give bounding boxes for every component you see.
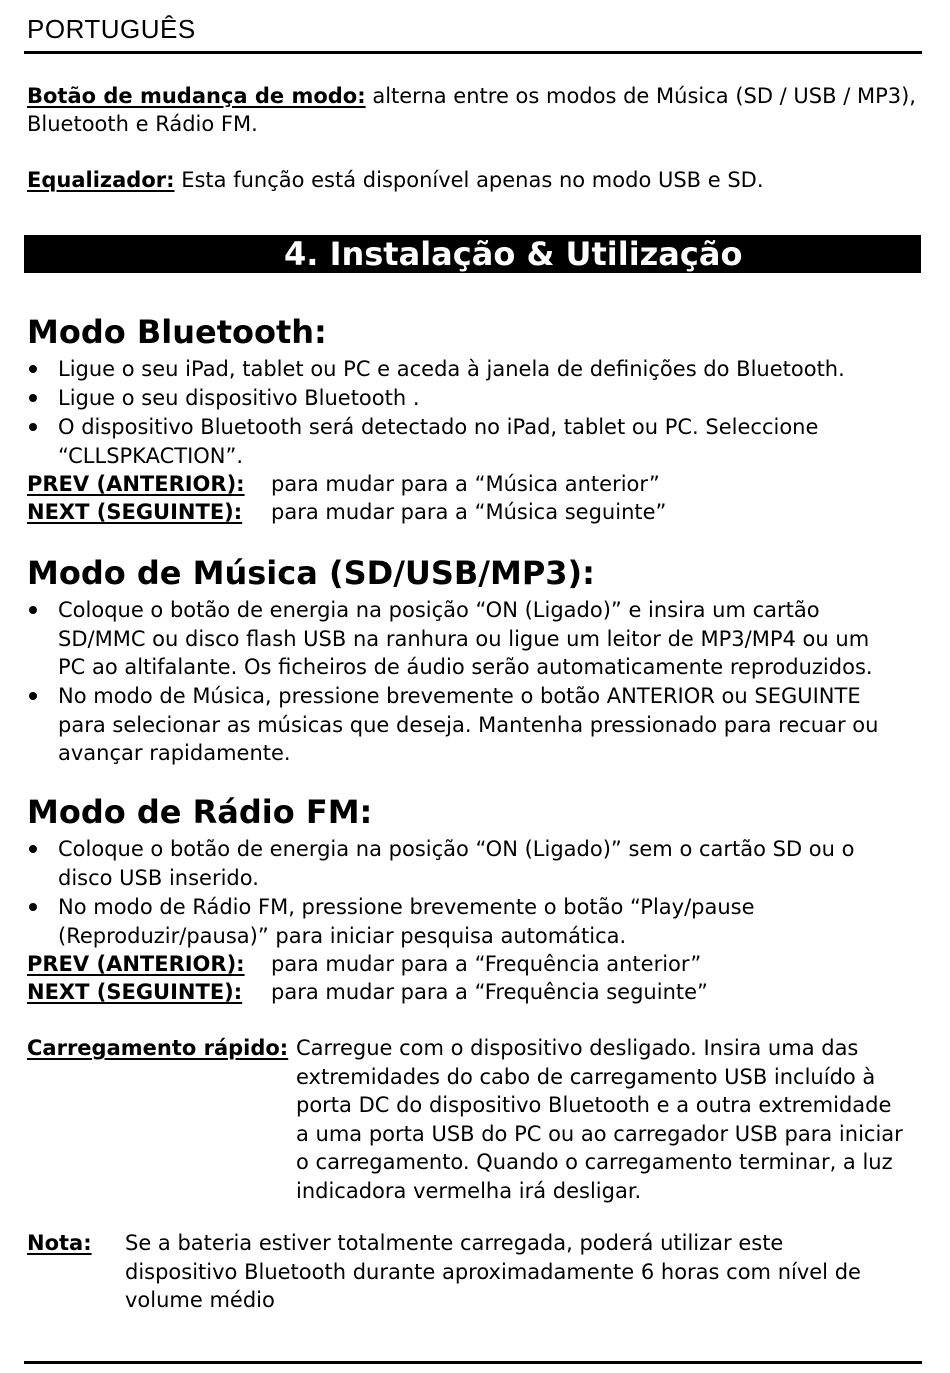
charging-line: a uma porta USB do PC ou ao carregador USB para iniciar xyxy=(296,1121,903,1146)
charging-line: porta DC do dispositivo Bluetooth e a outra extremidade xyxy=(296,1093,892,1117)
section-title-bar xyxy=(24,235,921,273)
mode-button-text-line2: Bluetooth e Rádio FM. xyxy=(27,112,258,136)
radio-next-text: para mudar para a “Frequência seguinte” xyxy=(271,980,708,1004)
bullet-icon xyxy=(29,394,37,402)
charging-text xyxy=(296,1034,903,1205)
charging-line: extremidades do cabo de carregamento USB incluído à xyxy=(296,1064,876,1089)
radio-heading: Modo de Rádio FM: xyxy=(27,793,373,831)
bullet-line: SD/MMC ou disco flash USB na ranhura ou ligue um leitor de MP3/MP4 ou um xyxy=(58,626,870,651)
bullet-line: para selecionar as músicas que deseja. Mantenha pressionado para recuar ou xyxy=(58,712,879,737)
bullet-line: No modo de Música, pressione brevemente o botão ANTERIOR ou SEGUINTE xyxy=(58,684,861,708)
bullet-line: Ligue o seu iPad, tablet ou PC e aceda à janela de definições do Bluetooth. xyxy=(58,357,845,381)
bullet-line: “CLLSPKACTION”. xyxy=(58,443,244,468)
mode-button-label: Botão de mudança de modo: xyxy=(27,84,366,108)
bullet-icon xyxy=(29,692,37,700)
section-title: 4. Instalação & Utilização xyxy=(284,235,743,273)
mode-button-paragraph xyxy=(27,82,916,111)
top-divider xyxy=(24,51,922,54)
note-text xyxy=(125,1229,861,1315)
charging-line: indicadora vermelha irá desligar. xyxy=(296,1178,642,1203)
radio-prev-label: PREV (ANTERIOR): xyxy=(27,952,245,976)
bluetooth-heading: Modo Bluetooth: xyxy=(27,313,327,351)
charging-line: Carregue com o dispositivo desligado. Insira uma das xyxy=(296,1036,859,1060)
bottom-divider xyxy=(24,1361,922,1364)
note-label: Nota: xyxy=(27,1231,92,1255)
bullet-line: Coloque o botão de energia na posição “ON (Ligado)” e insira um cartão xyxy=(58,598,820,622)
bullet-line: disco USB inserido. xyxy=(58,865,259,890)
bullet-icon xyxy=(29,365,37,373)
bullet-icon xyxy=(29,903,37,911)
page-language-header: PORTUGUÊS xyxy=(27,14,196,44)
bluetooth-prev-label: PREV (ANTERIOR): xyxy=(27,472,245,496)
equalizer-label: Equalizador: xyxy=(27,168,175,192)
bluetooth-next-label: NEXT (SEGUINTE): xyxy=(27,500,243,524)
bullet-icon xyxy=(29,845,37,853)
music-heading: Modo de Música (SD/USB/MP3): xyxy=(27,554,595,592)
radio-next-label: NEXT (SEGUINTE): xyxy=(27,980,243,1004)
bluetooth-next-text: para mudar para a “Música seguinte” xyxy=(271,500,667,524)
note-line: Se a bateria estiver totalmente carregada, poderá utilizar este xyxy=(125,1231,784,1255)
bullet-line: No modo de Rádio FM, pressione brevemente o botão “Play/pause xyxy=(58,895,755,919)
note-line: volume médio xyxy=(125,1288,275,1312)
bullet-line: avançar rapidamente. xyxy=(58,741,291,765)
bullet-line: O dispositivo Bluetooth será detectado no iPad, tablet ou PC. Seleccione xyxy=(58,415,819,439)
bullet-icon xyxy=(29,606,37,614)
bluetooth-prev-text: para mudar para a “Música anterior” xyxy=(271,472,660,496)
bullet-icon xyxy=(29,423,37,431)
equalizer-paragraph xyxy=(27,166,764,195)
bullet-line: Ligue o seu dispositivo Bluetooth . xyxy=(58,386,420,410)
charging-label: Carregamento rápido: xyxy=(27,1036,289,1060)
charging-line: o carregamento. Quando o carregamento terminar, a luz xyxy=(296,1150,893,1174)
bullet-line: Coloque o botão de energia na posição “ON (Ligado)” sem o cartão SD ou o xyxy=(58,837,855,861)
radio-prev-text: para mudar para a “Frequência anterior” xyxy=(271,952,702,976)
bullet-line: PC ao altifalante. Os ficheiros de áudio serão automaticamente reproduzidos. xyxy=(58,655,873,679)
bullet-line: (Reproduzir/pausa)” para iniciar pesquisa automática. xyxy=(58,923,627,948)
equalizer-text: Esta função está disponível apenas no modo USB e SD. xyxy=(181,168,764,192)
mode-button-text: alterna entre os modos de Música (SD / USB / MP3), xyxy=(372,84,916,108)
note-line: dispositivo Bluetooth durante aproximadamente 6 horas com nível de xyxy=(125,1259,861,1284)
